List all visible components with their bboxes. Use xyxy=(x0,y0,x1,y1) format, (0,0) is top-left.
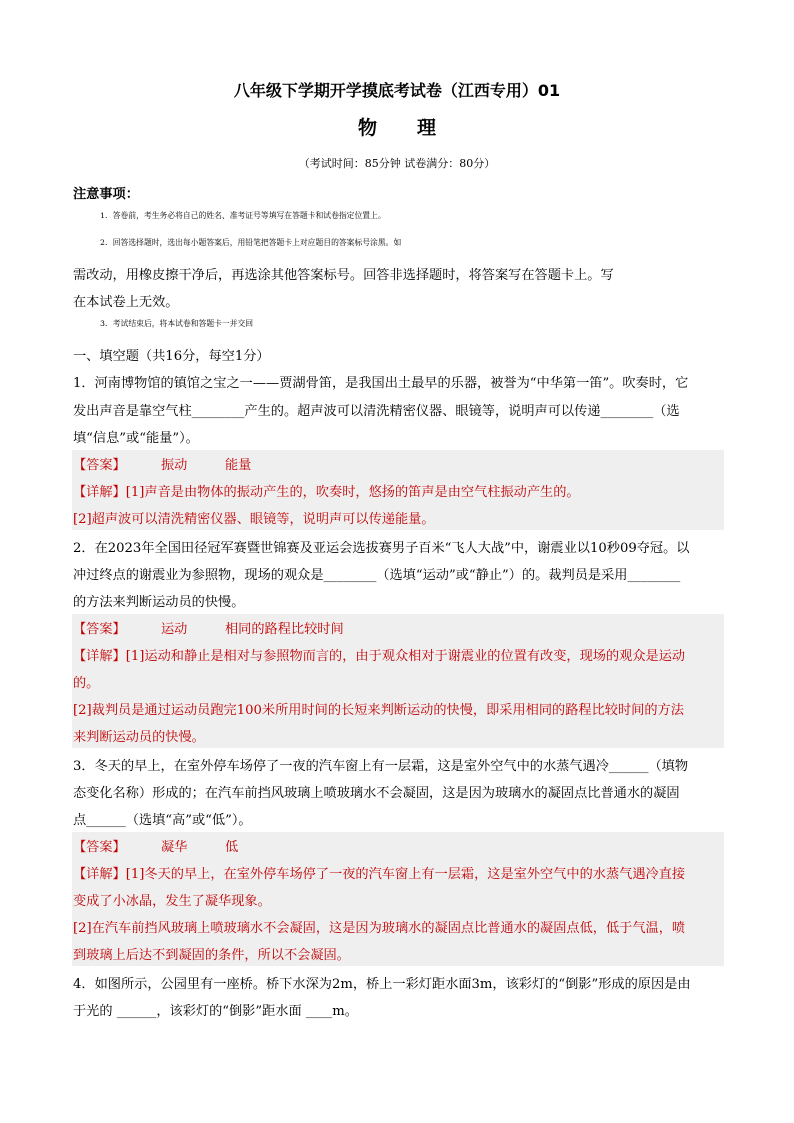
detail-text: [1]冬天的早上，在室外停车场停了一夜的汽车窗上有一层霜，这是室外空气中的水蒸气遇冷直接 xyxy=(125,867,686,882)
answer-line-2 xyxy=(73,618,723,637)
detail-tag: 【详解】 xyxy=(73,485,126,500)
note-line: 需改动，用橡皮擦干净后，再选涂其他答案标号。回答非选择题时，将答案写在答题卡上。写 xyxy=(73,268,614,283)
detail-line: [2]在汽车前挡风玻璃上喷玻璃水不会凝固，这是因为玻璃水的凝固点比普通水的凝固点低，低于气温，喷 xyxy=(73,921,686,936)
answer-value: 运动 xyxy=(161,622,188,637)
detail-text: [1]声音是由物体的振动产生的，吹奏时，悠扬的笛声是由空气柱振动产生的。 xyxy=(125,485,580,500)
subject-title: 物理 xyxy=(357,117,476,139)
question-2-line: 的方法来判断运动员的快慢。 xyxy=(73,595,245,610)
notes-heading: 注意事项： xyxy=(73,187,139,202)
answer-value: 相同的路程比较时间 xyxy=(225,622,344,637)
detail-line: 的。 xyxy=(73,676,100,691)
detail-line xyxy=(73,645,723,664)
answer-line-1 xyxy=(73,454,723,473)
question-3-line: 态变化名称）形成的；在汽车前挡风玻璃上喷玻璃水不会凝固，这是因为玻璃水的凝固点比普通水的凝固 xyxy=(73,786,680,801)
section-title: 一、填空题（共16分，每空1分） xyxy=(73,349,270,364)
detail-text: [1]运动和静止是相对与参照物而言的，由于观众相对于谢震业的位置有改变，现场的观众是运动 xyxy=(125,649,686,664)
question-3-line: 点______（选填“高”或“低”）。 xyxy=(73,813,252,828)
question-2-line: 2．在2023年全国田径冠军赛暨世锦赛及亚运会选拔赛男子百米“飞人大战”中，谢震业以10秒09夺冠。以 xyxy=(73,541,690,556)
note-line: 在本试卷上无效。 xyxy=(73,295,179,310)
answer-value: 凝华 xyxy=(161,840,188,855)
detail-tag: 【详解】 xyxy=(73,649,126,664)
answer-value: 振动 xyxy=(161,458,188,473)
question-4-line: 4．如图所示，公园里有一座桥。桥下水深为2m，桥上一彩灯距水面3m，该彩灯的“倒影”形成的原因是由 xyxy=(73,977,691,992)
answer-tag: 【答案】 xyxy=(73,458,126,473)
detail-line xyxy=(73,481,723,500)
question-1-line: 填“信息”或“能量”）。 xyxy=(73,431,199,446)
exam-title: 八年级下学期开学摸底考试卷（江西专用）01 xyxy=(233,81,561,100)
question-4-line: 于光的 ______，该彩灯的“倒影”距水面 ____m。 xyxy=(73,1004,358,1019)
question-1-line: 发出声音是靠空气柱________产生的。超声波可以清洗精密仪器、眼镜等，说明声可以传递________（选 xyxy=(73,404,680,419)
note-line: 2．回答选择题时，选出每小题答案后，用铅笔把答题卡上对应题目的答案标号涂黑。如 xyxy=(100,238,402,247)
answer-tag: 【答案】 xyxy=(73,840,126,855)
question-3-line: 3．冬天的早上，在室外停车场停了一夜的汽车窗上有一层霜，这是室外空气中的水蒸气遇冷______（填物 xyxy=(73,759,689,774)
answer-tag: 【答案】 xyxy=(73,622,126,637)
detail-tag: 【详解】 xyxy=(73,867,126,882)
detail-line: [2]裁判员是通过运动员跑完100米所用时间的长短来判断运动的快慢，即采用相同的路程比较时间的方法 xyxy=(73,703,684,718)
answer-value: 低 xyxy=(225,840,239,855)
answer-line-3 xyxy=(73,836,723,855)
answer-value: 能量 xyxy=(225,458,252,473)
question-2-line: 冲过终点的谢震业为参照物，现场的观众是________（选填“运动”或“静止”）的。裁判员是采用________ xyxy=(73,568,681,583)
note-line: 1．答卷前，考生务必将自己的姓名、准考证号等填写在答题卡和试卷指定位置上。 xyxy=(100,211,386,220)
note-line: 3．考试结束后，将本试卷和答题卡一并交回 xyxy=(100,319,254,328)
detail-line: 变成了小冰晶，发生了凝华现象。 xyxy=(73,894,271,909)
exam-meta: （考试时间：85分钟 试卷满分：80分） xyxy=(298,157,496,170)
detail-line xyxy=(73,863,723,882)
detail-line: [2]超声波可以清洗精密仪器、眼镜等，说明声可以传递能量。 xyxy=(73,512,435,527)
question-1-line: 1．河南博物馆的镇馆之宝之一——贾湖骨笛，是我国出土最早的乐器，被誉为“中华第一笛”。吹奏时，它 xyxy=(73,376,689,391)
detail-line: 到玻璃上后达不到凝固的条件，所以不会凝固。 xyxy=(73,948,350,963)
detail-line: 来判断运动员的快慢。 xyxy=(73,730,205,745)
